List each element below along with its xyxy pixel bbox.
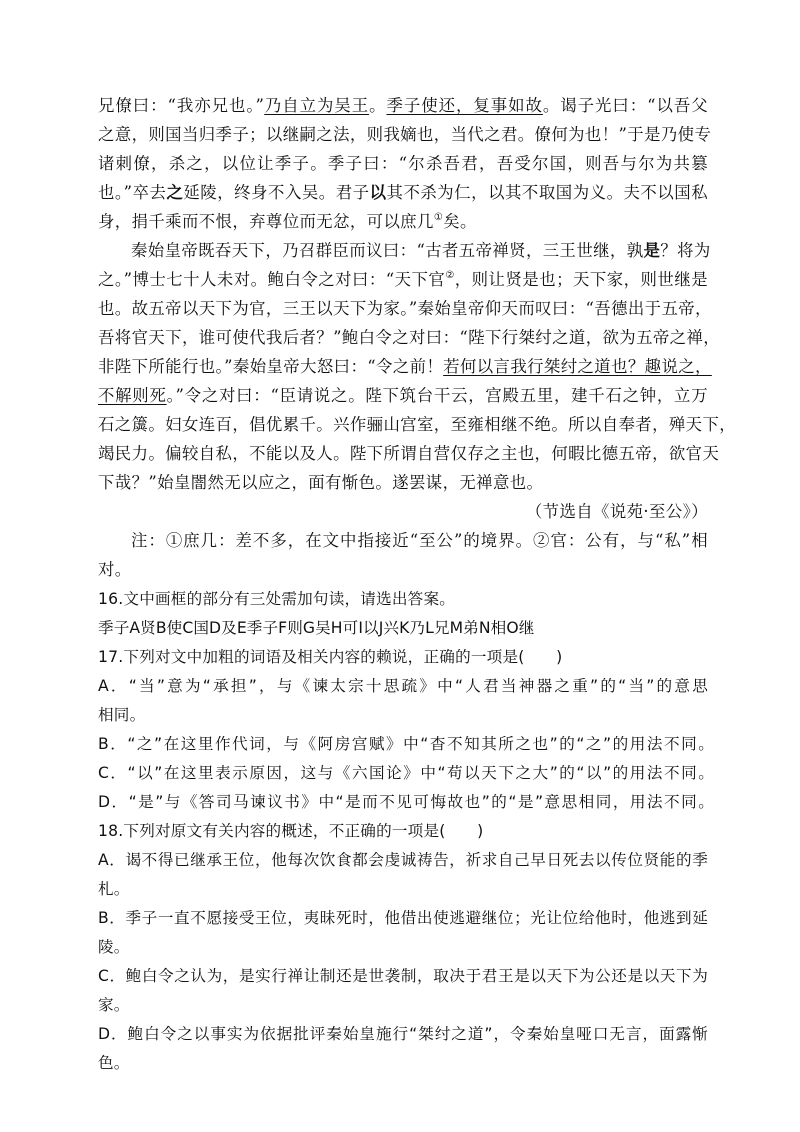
question-17-option-d: D．“是”与《答司马谏议书》中“是而不见可悔故也”的“是”意思相同，用法不同。 [98, 793, 714, 811]
question-18-option-c-cont: 家。 [98, 996, 130, 1014]
question-17-option-a: A．“当”意为“承担”，与《谏太宗十思疏》中“人君当神器之重”的“当”的意思 [98, 677, 708, 695]
underlined-text: 乃自立为吴王 [264, 96, 370, 115]
passage-line: 石之簴。妇女连百，倡优累千。兴作骊山宫室，至雍相继不绝。所以自奉者，殚天下， [98, 415, 737, 434]
question-18-stem: 18.下列对原文有关内容的概述，不正确的一项是( ) [98, 822, 484, 840]
text-span: 非陛下所能行也。”秦始皇帝大怒曰：“令之前！ [98, 357, 444, 376]
question-16-stem: 16.文中画框的部分有三处需加句读，请选出答案。 [98, 590, 456, 608]
text-span: 秦始皇帝既吞天下，乃召群臣而议曰：“古者五帝禅贤，三王世继，孰 [131, 241, 644, 260]
question-17-option-a-cont: 相同。 [98, 706, 146, 724]
passage-line: 下哉？”始皇闇然无以应之，面有惭色。遂罢谋，无禅意也。 [98, 473, 544, 492]
text-span: 之。”博士七十人未对。鲍白令之对曰：“天下官 [98, 270, 446, 289]
passage-line [98, 211, 708, 236]
text-span: 也。”卒去 [98, 183, 167, 202]
text-span: 。 [369, 96, 387, 115]
text-span: 。谒子光曰：“以吾父 [542, 96, 708, 115]
passage-line [131, 240, 711, 262]
passage-line [98, 356, 712, 378]
bold-word: 之 [166, 183, 184, 202]
text-span: 其不杀为仁，以其不取国为义。夫不以国私 [386, 183, 708, 202]
passage-line [98, 182, 708, 204]
text-span: 。”令之对曰：“臣请说之。陛下筑台干云，宫殿五里，建千石之钟，立万 [166, 386, 708, 405]
footnote-marker: ② [445, 270, 455, 281]
question-18-option-a-cont: 札。 [98, 880, 130, 898]
text-span: 延陵，终身不入吴。君子 [183, 183, 370, 202]
question-18-option-c: C．鲍白令之认为，是实行禅让制还是世袭制，取决于君王是以天下为公还是以天下为 [98, 967, 708, 985]
text-span: 身，捐千乘而不恨，弃尊位而无忿，可以庶几 [98, 212, 434, 231]
underlined-text: 不解则死 [98, 386, 167, 405]
question-18-option-a: A．谒不得已继承王位，他每次饮食都会虔诚祷告，祈求自己早日死去以传位贤能的季 [98, 851, 708, 869]
passage-line: 竭民力。偏较自私，不能以及人。陛下所谓自营仅存之主也，何暇比德五帝，欲官天 [98, 444, 720, 463]
passage-line: 诸刺僚，杀之，以位让季子。季子曰：“尔杀吾君，吾受尔国，则吾与尔为共篡 [98, 154, 708, 173]
question-18-option-b: B．季子一直不愿接受王位，夷昧死时，他借出使逃避继位；光让位给他时，他逃到延 [98, 909, 708, 927]
text-span: 矣。 [443, 212, 477, 231]
passage-line [98, 385, 708, 407]
question-18-option-d: D．鲍白令之以事实为依据批评秦始皇施行“桀纣之道”，令秦始皇哑口无言，面露惭 [98, 1025, 708, 1043]
passage-line: 也。故五帝以天下为官，三王以天下为家。”秦始皇帝仰天而叹曰：“吾德出于五帝， [98, 299, 712, 318]
annotation-note: 对。 [98, 560, 132, 579]
source-citation: （节选自《说苑·至公》） [525, 502, 708, 521]
question-18-option-b-cont: 陵。 [98, 938, 130, 956]
question-16-text: 季子A贤B使C国D及E季子F则G吴H可I以J兴K乃L兄M弟N相O继 [98, 619, 535, 637]
passage-line [98, 269, 708, 294]
underlined-text: 季子使还，复事如故 [386, 96, 543, 115]
footnote-marker: ① [433, 212, 444, 223]
text-span: ，则让贤是也；天下家，则世继是 [454, 270, 708, 289]
question-18-option-d-cont: 色。 [98, 1054, 130, 1072]
bold-word: 以 [369, 183, 387, 202]
text-span: ？将为 [660, 241, 711, 260]
underlined-text: 若何以言我行桀纣之道也？趣说之， [443, 357, 712, 376]
text-span: 兄僚曰：“我亦兄也。” [98, 96, 265, 115]
passage-line [98, 95, 708, 117]
question-17-option-c: C．“以”在这里表示原因，这与《六国论》中“苟以天下之大”的“以”的用法不同。 [98, 764, 714, 782]
passage-line: 之意，则国当归季子；以继嗣之法，则我嫡也，当代之君。僚何为也！”于是乃使专 [98, 125, 712, 144]
question-17-option-b: B．“之”在这里作代词，与《阿房宫赋》中“杳不知其所之也”的“之”的用法不同。 [98, 735, 714, 753]
passage-line: 吾将官天下，谁可使代我后者？”鲍白令之对曰：“陛下行桀纣之道，欲为五帝之禅， [98, 328, 721, 347]
bold-word: 是 [643, 241, 661, 260]
question-17-stem: 17.下列对文中加粗的词语及相关内容的赖说，正确的一项是( ) [98, 648, 563, 666]
annotation-note: 注：①庶几：差不多，在文中指接近“至公”的境界。②官：公有，与“私”相 [131, 531, 708, 550]
